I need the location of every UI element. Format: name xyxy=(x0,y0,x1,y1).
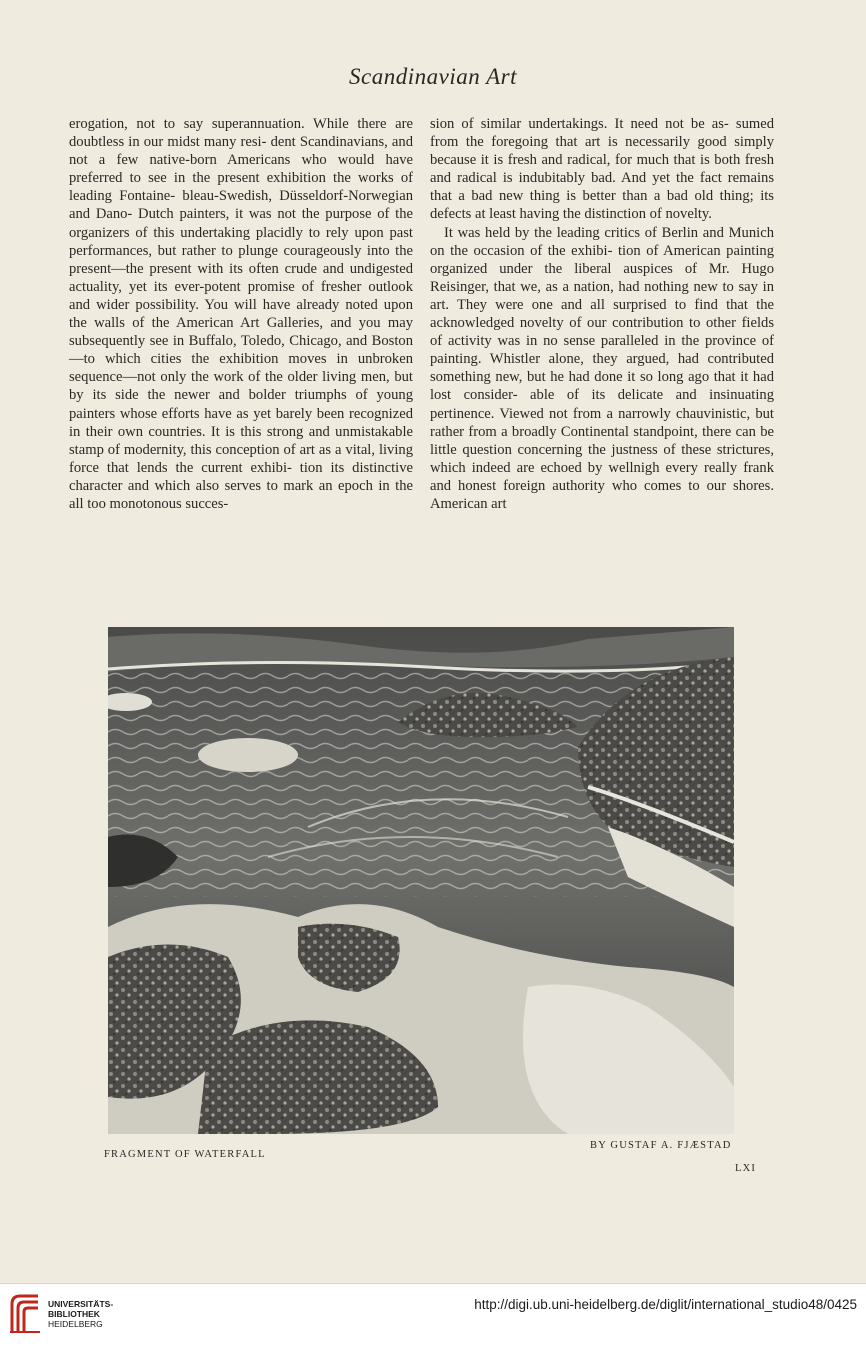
source-url-link[interactable]: http://digi.ub.uni-heidelberg.de/diglit/international_studio48/0425 xyxy=(474,1297,857,1312)
left-column xyxy=(69,115,413,513)
footer-bar xyxy=(0,1283,866,1346)
library-name-line: UNIVERSITÄTS- xyxy=(48,1299,114,1309)
waterfall-painting-image xyxy=(108,627,734,1134)
paragraph: erogation, not to say superannuation. While there are doubtless in our midst many resi- dent Scandinavians, and not a few native-born Americans who would have preferred to see in the present exhibition the works of leading Fontaine- bleau-Swedish, Düsseldorf-Norwegian and Dano- Dutch painters, it was not the purpose of the organizers of this undertaking placidly to rely upon past performances, but rather to plunge courageously into the present—the present with its often crude and undigested actuality, yet its ever-potent promise of fresher outlook and wider possibility. You will have already noted upon the walls of the American Art Galleries, and you may subsequently see in Buffalo, Toledo, Chicago, and Boston—to which cities the exhibition moves in unbroken sequence—not only the work of the older living men, but by its side the newer and bolder triumphs of young painters whose efforts have as yet barely been recognized in their own countries. It is this strong and unmistakable stamp of modernity, this conception of art as a vital, living force that lends the current exhibi- tion its distinctive character and which also serves to mark an epoch in the all too monotonous succes- xyxy=(69,116,413,512)
library-name-line: HEIDELBERG xyxy=(48,1319,103,1329)
library-name-line: BIBLIOTHEK xyxy=(48,1309,100,1319)
paragraph: It was held by the leading critics of Berlin and Munich on the occasion of the exhibi- tion of American painting organized under the liberal auspices of Mr. Hugo Reisinger, that we, as a nation, had nothing new to say in art. They were one and all surprised to find that the acknowledged novelty of our contribution to other fields of activity was in no sense paralleled in the province of painting. Whistler alone, they argued, had contributed something new, but he had done it so long ago that it had lost consider- able of its delicate and insinuating pertinence. Viewed not from a narrowly chauvinistic, but rather from a broadly Continental standpoint, there can be little question concerning the justness of these strictures, which indeed are echoed by wellnigh every really frank and honest foreign authority who comes to our shores. American art xyxy=(430,224,774,512)
right-column xyxy=(430,115,774,513)
running-head: Scandinavian Art xyxy=(349,64,517,89)
library-name xyxy=(48,1299,113,1329)
image-caption-title: FRAGMENT OF WATERFALL xyxy=(104,1149,266,1160)
university-library-logo-icon xyxy=(8,1292,42,1334)
painting-illustration xyxy=(108,627,734,1134)
image-caption-artist: BY GUSTAF A. FJÆSTAD xyxy=(590,1140,732,1151)
page-number: LXI xyxy=(735,1163,757,1174)
paragraph: sion of similar undertakings. It need not be as- sumed from the foregoing that art is necessarily good simply because it is fresh and radical, for much that is both fresh and radical is indubitably bad. And yet the fact remains that a bad new thing is better than a bad old thing; its defects at least having the distinction of novelty. xyxy=(430,116,774,223)
